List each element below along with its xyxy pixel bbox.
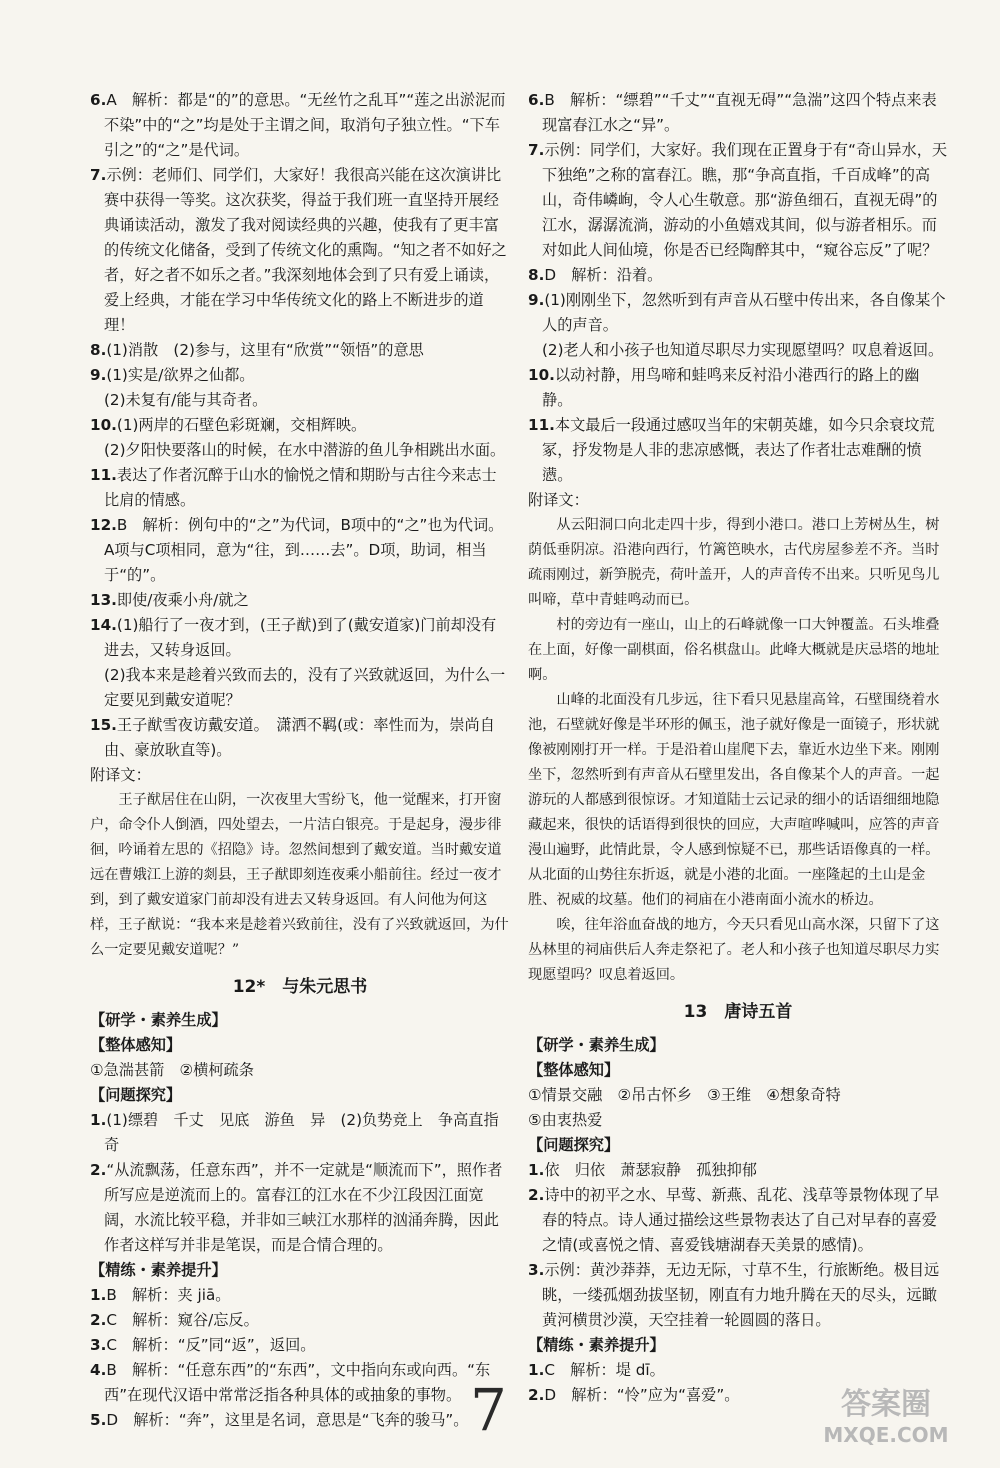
text-line: ①情景交融 ②吊古怀乡 ③王维 ④想象奇特: [528, 1086, 841, 1104]
answer-item: [528, 88, 948, 138]
answer-text: 王子猷雪夜访戴安道。 潇洒不羁(或：率性而为，崇尚自由、豪放耿直等)。: [104, 716, 495, 759]
answer-number: 12.: [90, 516, 117, 534]
answer-number: 1.: [90, 1111, 107, 1129]
answer-item: [90, 363, 510, 388]
watermark-top: 答案圈: [841, 1387, 931, 1422]
answer-number: 11.: [90, 466, 117, 484]
answer-number: 6.: [528, 91, 545, 109]
answer-item: [528, 1183, 948, 1258]
answer-item: [90, 713, 510, 763]
answer-number: 1.: [528, 1161, 545, 1179]
answer-item: [90, 513, 510, 588]
section-heading: 【精练・素养提升】: [90, 1261, 227, 1279]
section-heading: 【问题探究】: [528, 1136, 620, 1154]
text-line: ⑤由衷热爱: [528, 1111, 603, 1129]
answer-text: 本文最后一段通过感叹当年的宋朝英雄，如今只余衰坟荒冢，抒发物是人非的悲凉感慨，表达了作者壮志难酬的愤懑。: [542, 416, 935, 484]
section-heading: 【问题探究】: [90, 1086, 182, 1104]
answer-item: [90, 1358, 510, 1408]
answer-item: [528, 1158, 948, 1183]
answer-text: A 解析：都是“的”的意思。“无丝竹之乱耳”“莲之出淤泥而不染”中的“之”均是处于主谓之间，取消句子独立性。“下车引之”的“之”是代词。: [104, 91, 506, 159]
answer-number: 7.: [528, 141, 545, 159]
answer-item: [528, 1258, 948, 1333]
answer-text: 示例：黄沙莽莽，无边无际，寸草不生，行旅断绝。极目远眺，一缕孤烟劲拔坚韧，刚直有力地升腾在天的尽头，远瞰黄河横贯沙漠，天空挂着一轮圆圆的落日。: [542, 1261, 940, 1329]
answer-item: [90, 163, 510, 338]
answer-number: 2.: [90, 1311, 107, 1329]
answer-item: [90, 1408, 510, 1433]
answer-text: (1)刚刚坐下，忽然听到有声音从石壁中传出来，各自像某个人的声音。: [542, 291, 946, 334]
text-line: ①急湍甚箭 ②横柯疏条: [90, 1061, 254, 1079]
answer-text: B 解析：夹 jiā。: [106, 1286, 231, 1304]
answer-item: [90, 1108, 514, 1158]
answer-number: 6.: [90, 91, 107, 109]
section-heading: 【整体感知】: [528, 1061, 620, 1079]
answer-item: [90, 613, 510, 663]
answer-number: 10.: [528, 366, 555, 384]
answer-text: 示例：同学们，大家好。我们现在正置身于有“奇山异水，天下独绝”之称的富春江。瞧，那“争高直指，千百成峰”的高山，奇伟嶙峋，令人心生敬意。那“游鱼细石，直视无碍”的江水，潺潺流淌，游动的小鱼嬉戏其间，似与游者相乐。而对如此人间仙境，你是否已经陶醉其中，“窥谷忘反”了呢？: [542, 141, 948, 259]
answer-text: B 解析：“缥碧”“千丈”“直视无碍”“急湍”这四个特点来表现富春江水之“异”。: [542, 91, 937, 134]
answer-text: C 解析：堤 dī。: [544, 1361, 665, 1379]
answer-item: [90, 588, 510, 613]
answer-text: 依 归依 萧瑟寂静 孤独抑郁: [544, 1161, 757, 1179]
answer-text: (1)消散 (2)参与，这里有“欣赏”“领悟”的意思: [106, 341, 424, 359]
text-line: 附译文：: [90, 766, 151, 784]
answer-number: 2.: [90, 1161, 107, 1179]
section-heading: 【整体感知】: [90, 1036, 182, 1054]
answer-item: [90, 338, 510, 363]
section-heading: 【精练・素养提升】: [528, 1336, 665, 1354]
answer-item: [90, 1283, 510, 1308]
answer-number: 9.: [528, 291, 545, 309]
answer-text: (1)两岸的石壁色彩斑斓，交相辉映。: [116, 416, 367, 434]
answer-text: D 解析：沿着。: [544, 266, 663, 284]
answer-number: 15.: [90, 716, 117, 734]
answer-text: 以动衬静，用鸟啼和蛙鸣来反衬沿小港西行的路上的幽静。: [542, 366, 920, 409]
translation-paragraph: 山峰的北面没有几步远，往下看只见悬崖高耸，石壁围绕着水池，石壁就好像是半环形的佩玉，池子就好像是一面镜子，形状就像被刚刚打开一样。于是沿着山崖爬下去，靠近水边坐下来。刚刚坐下，忽然听到有声音从石壁里发出，各自像某个人的声音。一起游玩的人都感到很惊讶。才知道陆士云记录的细小的话语细细地隐藏起来，很快的话语得到很快的回应，大声喧哗喊叫，应答的声音漫山遍野，此情此景，令人感到惊疑不已，那些话语像真的一样。从北面的山势往东折返，就是小港的北面。一座隆起的土山是金胜、祝威的坟墓。他们的祠庙在小港南面小流水的桥边。: [528, 692, 940, 908]
answer-number: 4.: [90, 1361, 107, 1379]
answer-item: [90, 413, 510, 438]
answer-number: 9.: [90, 366, 107, 384]
answer-text: 示例：老师们、同学们，大家好！我很高兴能在这次演讲比赛中获得一等奖。这次获奖，得益于我们班一直坚持开展经典诵读活动，激发了我对阅读经典的兴趣，使我有了更丰富的传统文化储备，受到了传统文化的熏陶。“知之者不如好之者，好之者不如乐之者。”我深刻地体会到了只有爱上诵读，爱上经典，才能在学习中华传统文化的路上不断进步的道理！: [104, 166, 507, 334]
answer-text: (1)实是/欲界之仙都。: [106, 366, 255, 384]
right-column: [528, 88, 948, 1408]
left-column: [90, 88, 514, 1433]
section-title: 12* 与朱元思书: [232, 977, 368, 997]
answer-item: [90, 463, 510, 513]
section-heading: 【研学・素养生成】: [528, 1036, 665, 1054]
answer-number: 8.: [90, 341, 107, 359]
answer-item: [528, 288, 948, 338]
answer-number: 5.: [90, 1411, 107, 1429]
section-heading: 【研学・素养生成】: [90, 1011, 227, 1029]
answer-text: C 解析：窥谷/忘反。: [106, 1311, 259, 1329]
answer-number: 1.: [528, 1361, 545, 1379]
answer-subitem: (2)未复有/能与其奇者。: [104, 391, 268, 409]
answer-item: [528, 263, 948, 288]
answer-text: B 解析：“任意东西”的“东西”，文中指向东或向西。“东西”在现代汉语中常常泛指各种具体的或抽象的事物。: [104, 1361, 491, 1404]
answer-text: (1)缥碧 千丈 见底 游鱼 异 (2)负势竞上 争高直指 奇: [104, 1111, 514, 1154]
answer-text: B 解析：例句中的“之”为代词，B项中的“之”也为代词。A项与C项相同，意为“往，到……去”。D项，助词，相当于“的”。: [104, 516, 504, 584]
answer-number: 10.: [90, 416, 117, 434]
answer-subitem: (2)老人和小孩子也知道尽职尽力实现愿望吗？叹息着返回。: [542, 341, 944, 359]
watermark-logo: [786, 1380, 986, 1450]
answer-text: 诗中的初平之水、早莺、新燕、乱花、浅草等景物体现了早春的特点。诗人通过描绘这些景物表达了自己对早春的喜爱之情(或喜悦之情、喜爱钱塘湖春天美景的感情)。: [542, 1186, 940, 1254]
answer-number: 8.: [528, 266, 545, 284]
answer-text: C 解析：“反”同“返”，返回。: [106, 1336, 316, 1354]
answer-number: 7.: [90, 166, 107, 184]
answer-number: 14.: [90, 616, 117, 634]
answer-item: [528, 363, 948, 413]
answer-number: 1.: [90, 1286, 107, 1304]
answer-number: 3.: [90, 1336, 107, 1354]
answer-number: 11.: [528, 416, 555, 434]
answer-text: 表达了作者沉醉于山水的愉悦之情和期盼与古往今来志士比肩的情感。: [104, 466, 497, 509]
answer-text: 即使/夜乘小舟/就之: [116, 591, 249, 609]
answer-text: “从流飘荡，任意东西”，并不一定就是“顺流而下”，照作者所写应是逆流而上的。富春江的江水在不少江段因江面宽阔，水流比较平稳，并非如三峡江水那样的汹涌奔腾，因此作者这样写并非是笔误，而是合情合理的。: [104, 1161, 503, 1254]
watermark-bottom: MXQE.COM: [823, 1423, 949, 1447]
answer-item: [528, 138, 948, 263]
text-line: 附译文：: [528, 491, 589, 509]
answer-number: 2.: [528, 1386, 545, 1404]
translation-paragraph: 村的旁边有一座山，山上的石峰就像一口大钟覆盖。石头堆叠在上面，好像一副棋面，俗名棋盘山。此峰大概就是庆忌塔的地址啊。: [528, 617, 940, 683]
answer-number: 13.: [90, 591, 117, 609]
answer-text: (1)船行了一夜才到，(王子猷)到了(戴安道家)门前却没有进去，又转身返回。: [104, 616, 497, 659]
answer-item: [528, 413, 948, 488]
answer-item: [90, 1158, 510, 1258]
answer-item: [90, 1308, 510, 1333]
translation-paragraph: 从云阳洞口向北走四十步，得到小港口。港口上芳树丛生，树荫低垂阴凉。沿港向西行，竹篱笆映水，古代房屋参差不齐。当时疏雨刚过，新笋脱壳，荷叶盖开，人的声音传不出来。只听见鸟儿叫啼，草中青蛙鸣动而已。: [528, 517, 940, 608]
translation-paragraph: 王子猷居住在山阴，一次夜里大雪纷飞，他一觉醒来，打开窗户，命令仆人倒酒，四处望去，一片洁白银亮。于是起身，漫步徘徊，吟诵着左思的《招隐》诗。忽然间想到了戴安道。当时戴安道远在曹娥江上游的剡县，王子猷即刻连夜乘小船前往。经过一夜才到，到了戴安道家门前却没有进去又转身返回。有人问他为何这样，王子猷说：“我本来是趁着兴致前往，没有了兴致就返回，为什么一定要见戴安道呢？”: [90, 792, 509, 958]
answer-subitem: (2)我本来是趁着兴致而去的，没有了兴致就返回，为什么一定要见到戴安道呢？: [104, 666, 506, 709]
answer-number: 3.: [528, 1261, 545, 1279]
answer-text: D 解析：“怜”应为“喜爱”。: [544, 1386, 740, 1404]
answer-item: [90, 1333, 510, 1358]
answer-text: D 解析：“奔”，这里是名词，意思是“飞奔的骏马”。: [106, 1411, 469, 1429]
translation-paragraph: 唉，往年浴血奋战的地方，今天只看见山高水深，只留下了这丛林里的祠庙供后人奔走祭祀了。老人和小孩子也知道尽职尽力实现愿望吗？叹息着返回。: [528, 917, 940, 983]
page-number: 7: [470, 1376, 507, 1444]
answer-number: 2.: [528, 1186, 545, 1204]
answer-item: [90, 88, 510, 163]
answer-subitem: (2)夕阳快要落山的时候，在水中潜游的鱼儿争相跳出水面。: [104, 441, 506, 459]
section-title: 13 唐诗五首: [683, 1002, 793, 1022]
